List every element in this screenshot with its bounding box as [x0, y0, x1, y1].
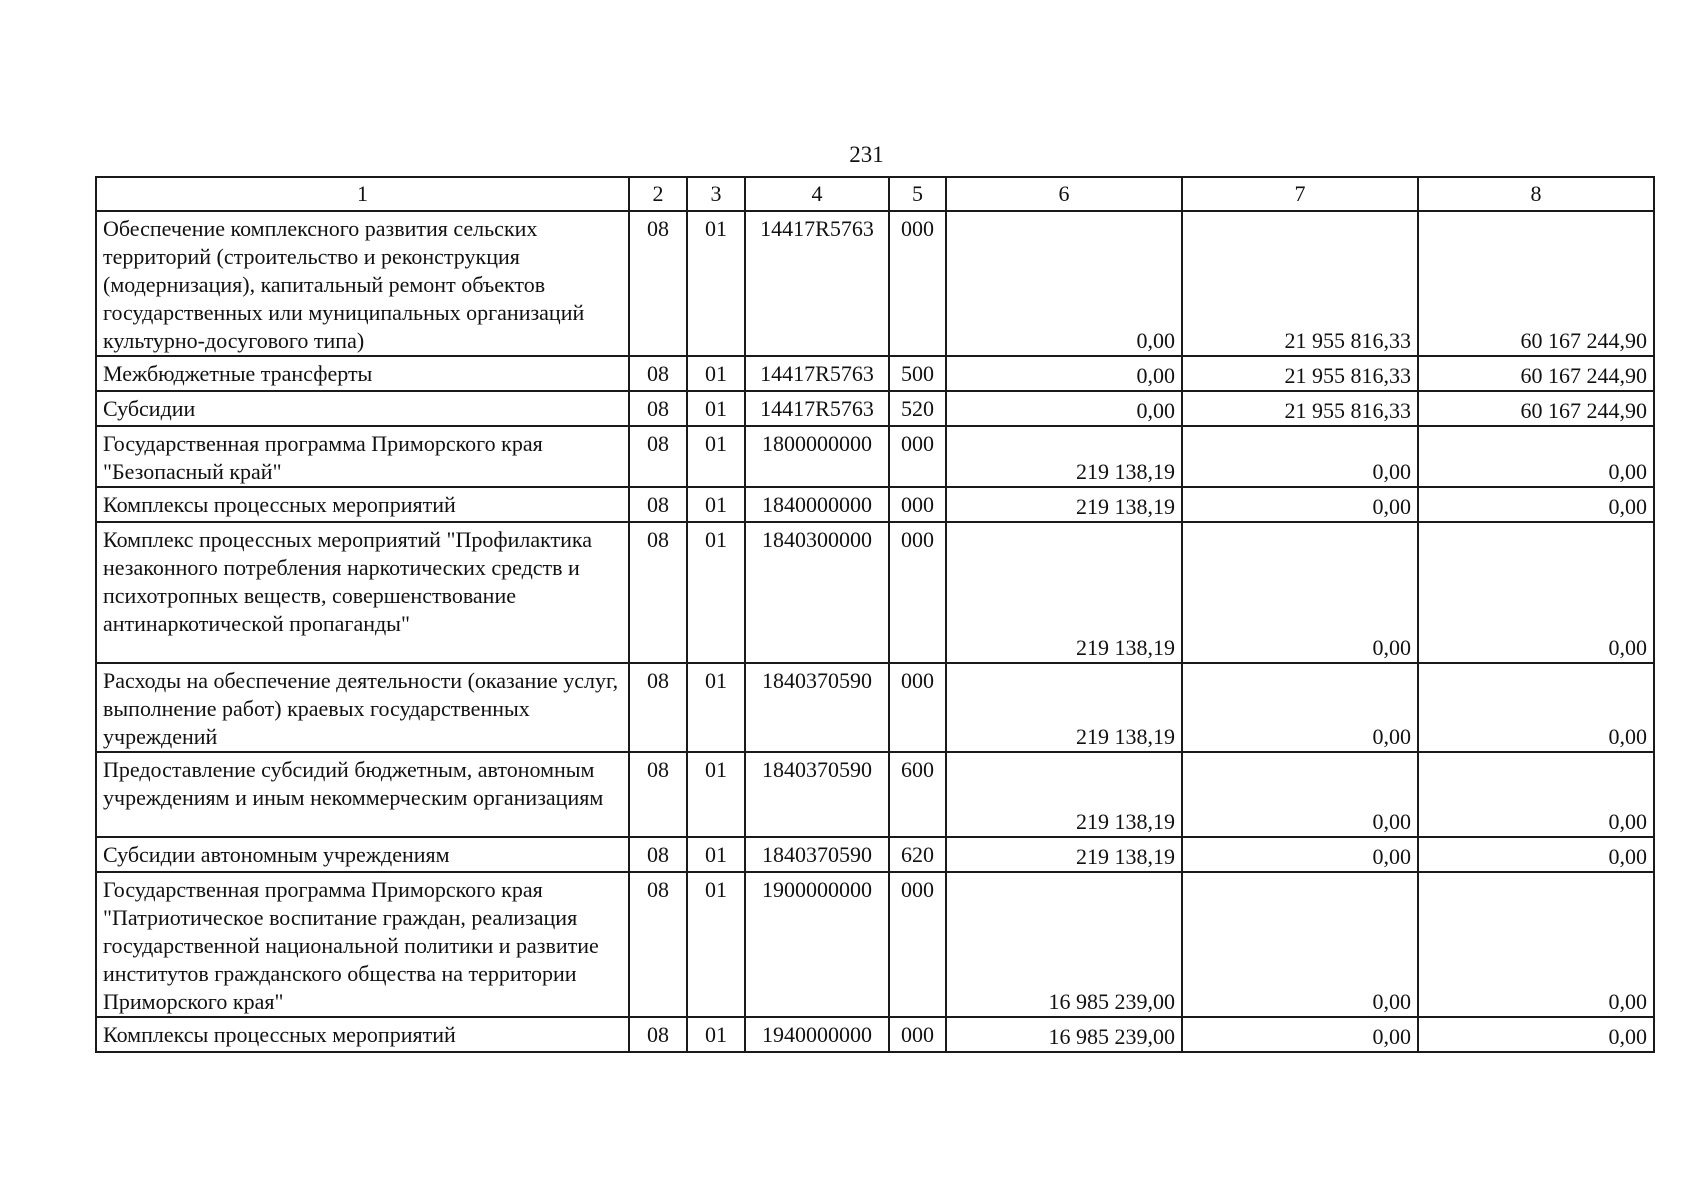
column-header: 1	[96, 177, 629, 211]
row-name-cell	[96, 391, 629, 426]
row-name-cell	[96, 487, 629, 522]
section-code: 08	[629, 663, 687, 752]
amount-col-8: 0,00	[1418, 487, 1654, 522]
amount-col-6: 0,00	[946, 356, 1182, 391]
column-header: 8	[1418, 177, 1654, 211]
target-article-code: 1940000000	[745, 1017, 889, 1052]
target-article-code: 1840370590	[745, 752, 889, 837]
target-article-code: 14417R5763	[745, 391, 889, 426]
expense-type-code: 000	[889, 487, 946, 522]
amount-col-6: 16 985 239,00	[946, 872, 1182, 1017]
amount-col-7: 21 955 816,33	[1182, 211, 1418, 356]
subsection-code: 01	[687, 872, 745, 1017]
expense-type-code: 000	[889, 663, 946, 752]
row-name-cell	[96, 663, 629, 752]
row-name: Государственная программа Приморского края "Патриотическое воспитание граждан, реализация государственной национальной политики и развитие институтов гражданского общества на территории Приморского края"	[103, 877, 599, 1014]
expense-type-code: 500	[889, 356, 946, 391]
amount-col-8: 60 167 244,90	[1418, 211, 1654, 356]
target-article-code: 14417R5763	[745, 211, 889, 356]
amount-col-8: 0,00	[1418, 837, 1654, 872]
expense-type-code: 000	[889, 211, 946, 356]
expense-type-code: 600	[889, 752, 946, 837]
subsection-code: 01	[687, 837, 745, 872]
target-article-code: 1800000000	[745, 426, 889, 487]
amount-col-7: 0,00	[1182, 487, 1418, 522]
subsection-code: 01	[687, 663, 745, 752]
table-row	[96, 663, 1654, 752]
section-code: 08	[629, 872, 687, 1017]
expense-type-code: 000	[889, 522, 946, 663]
table-row	[96, 752, 1654, 837]
amount-col-6: 16 985 239,00	[946, 1017, 1182, 1052]
amount-col-8: 0,00	[1418, 522, 1654, 663]
amount-col-7: 21 955 816,33	[1182, 391, 1418, 426]
amount-col-6: 0,00	[946, 211, 1182, 356]
amount-col-7: 0,00	[1182, 426, 1418, 487]
page-number: 231	[849, 142, 884, 167]
row-name: Комплексы процессных мероприятий	[103, 492, 456, 517]
section-code: 08	[629, 837, 687, 872]
amount-col-7: 0,00	[1182, 752, 1418, 837]
table-row	[96, 522, 1654, 663]
amount-col-7: 21 955 816,33	[1182, 356, 1418, 391]
column-header: 2	[629, 177, 687, 211]
amount-col-8: 0,00	[1418, 663, 1654, 752]
expense-type-code: 620	[889, 837, 946, 872]
header-row	[96, 177, 1654, 211]
subsection-code: 01	[687, 752, 745, 837]
row-name: Предоставление субсидий бюджетным, автономным учреждениям и иным некоммерческим организациям	[103, 757, 604, 810]
amount-col-8: 0,00	[1418, 752, 1654, 837]
target-article-code: 14417R5763	[745, 356, 889, 391]
row-name-cell	[96, 837, 629, 872]
amount-col-6: 219 138,19	[946, 663, 1182, 752]
column-header: 6	[946, 177, 1182, 211]
subsection-code: 01	[687, 211, 745, 356]
amount-col-7: 0,00	[1182, 522, 1418, 663]
section-code: 08	[629, 752, 687, 837]
column-header: 4	[745, 177, 889, 211]
column-header: 7	[1182, 177, 1418, 211]
subsection-code: 01	[687, 1017, 745, 1052]
row-name-cell	[96, 211, 629, 356]
row-name-cell	[96, 752, 629, 837]
row-name: Комплекс процессных мероприятий "Профилактика незаконного потребления наркотических средств и психотропных веществ, совершенствование антинаркотической пропаганды"	[103, 527, 593, 636]
subsection-code: 01	[687, 356, 745, 391]
target-article-code: 1840000000	[745, 487, 889, 522]
row-name: Комплексы процессных мероприятий	[103, 1022, 456, 1047]
section-code: 08	[629, 391, 687, 426]
subsection-code: 01	[687, 391, 745, 426]
amount-col-6: 219 138,19	[946, 426, 1182, 487]
table-row	[96, 837, 1654, 872]
section-code: 08	[629, 1017, 687, 1052]
subsection-code: 01	[687, 522, 745, 663]
expense-type-code: 000	[889, 872, 946, 1017]
table-row	[96, 1017, 1654, 1052]
table-row	[96, 426, 1654, 487]
row-name: Межбюджетные трансферты	[103, 361, 373, 386]
row-name-cell	[96, 522, 629, 663]
amount-col-8: 0,00	[1418, 426, 1654, 487]
column-header: 5	[889, 177, 946, 211]
table-row	[96, 487, 1654, 522]
target-article-code: 1840370590	[745, 663, 889, 752]
column-header: 3	[687, 177, 745, 211]
row-name: Расходы на обеспечение деятельности (оказание услуг, выполнение работ) краевых государственных учреждений	[103, 668, 619, 749]
table-row	[96, 211, 1654, 356]
row-name: Субсидии автономным учреждениям	[103, 842, 450, 867]
amount-col-8: 60 167 244,90	[1418, 356, 1654, 391]
subsection-code: 01	[687, 487, 745, 522]
expense-type-code: 000	[889, 1017, 946, 1052]
amount-col-7: 0,00	[1182, 837, 1418, 872]
row-name: Обеспечение комплексного развития сельских территорий (строительство и реконструкция (модернизация), капитальный ремонт объектов государственных или муниципальных организаций культурно-досугового типа)	[103, 216, 585, 353]
amount-col-8: 0,00	[1418, 1017, 1654, 1052]
budget-table	[95, 176, 1655, 1053]
row-name-cell	[96, 356, 629, 391]
amount-col-8: 60 167 244,90	[1418, 391, 1654, 426]
subsection-code: 01	[687, 426, 745, 487]
section-code: 08	[629, 487, 687, 522]
amount-col-6: 219 138,19	[946, 522, 1182, 663]
amount-col-6: 219 138,19	[946, 837, 1182, 872]
row-name-cell	[96, 426, 629, 487]
row-name: Государственная программа Приморского края "Безопасный край"	[103, 431, 543, 484]
section-code: 08	[629, 522, 687, 663]
amount-col-7: 0,00	[1182, 872, 1418, 1017]
target-article-code: 1900000000	[745, 872, 889, 1017]
amount-col-7: 0,00	[1182, 663, 1418, 752]
amount-col-6: 0,00	[946, 391, 1182, 426]
row-name: Субсидии	[103, 396, 196, 421]
row-name-cell	[96, 1017, 629, 1052]
amount-col-8: 0,00	[1418, 872, 1654, 1017]
amount-col-6: 219 138,19	[946, 487, 1182, 522]
section-code: 08	[629, 426, 687, 487]
table-row	[96, 391, 1654, 426]
target-article-code: 1840300000	[745, 522, 889, 663]
row-name-cell	[96, 872, 629, 1017]
section-code: 08	[629, 356, 687, 391]
table-row	[96, 872, 1654, 1017]
expense-type-code: 520	[889, 391, 946, 426]
section-code: 08	[629, 211, 687, 356]
amount-col-7: 0,00	[1182, 1017, 1418, 1052]
table-row	[96, 356, 1654, 391]
amount-col-6: 219 138,19	[946, 752, 1182, 837]
expense-type-code: 000	[889, 426, 946, 487]
target-article-code: 1840370590	[745, 837, 889, 872]
